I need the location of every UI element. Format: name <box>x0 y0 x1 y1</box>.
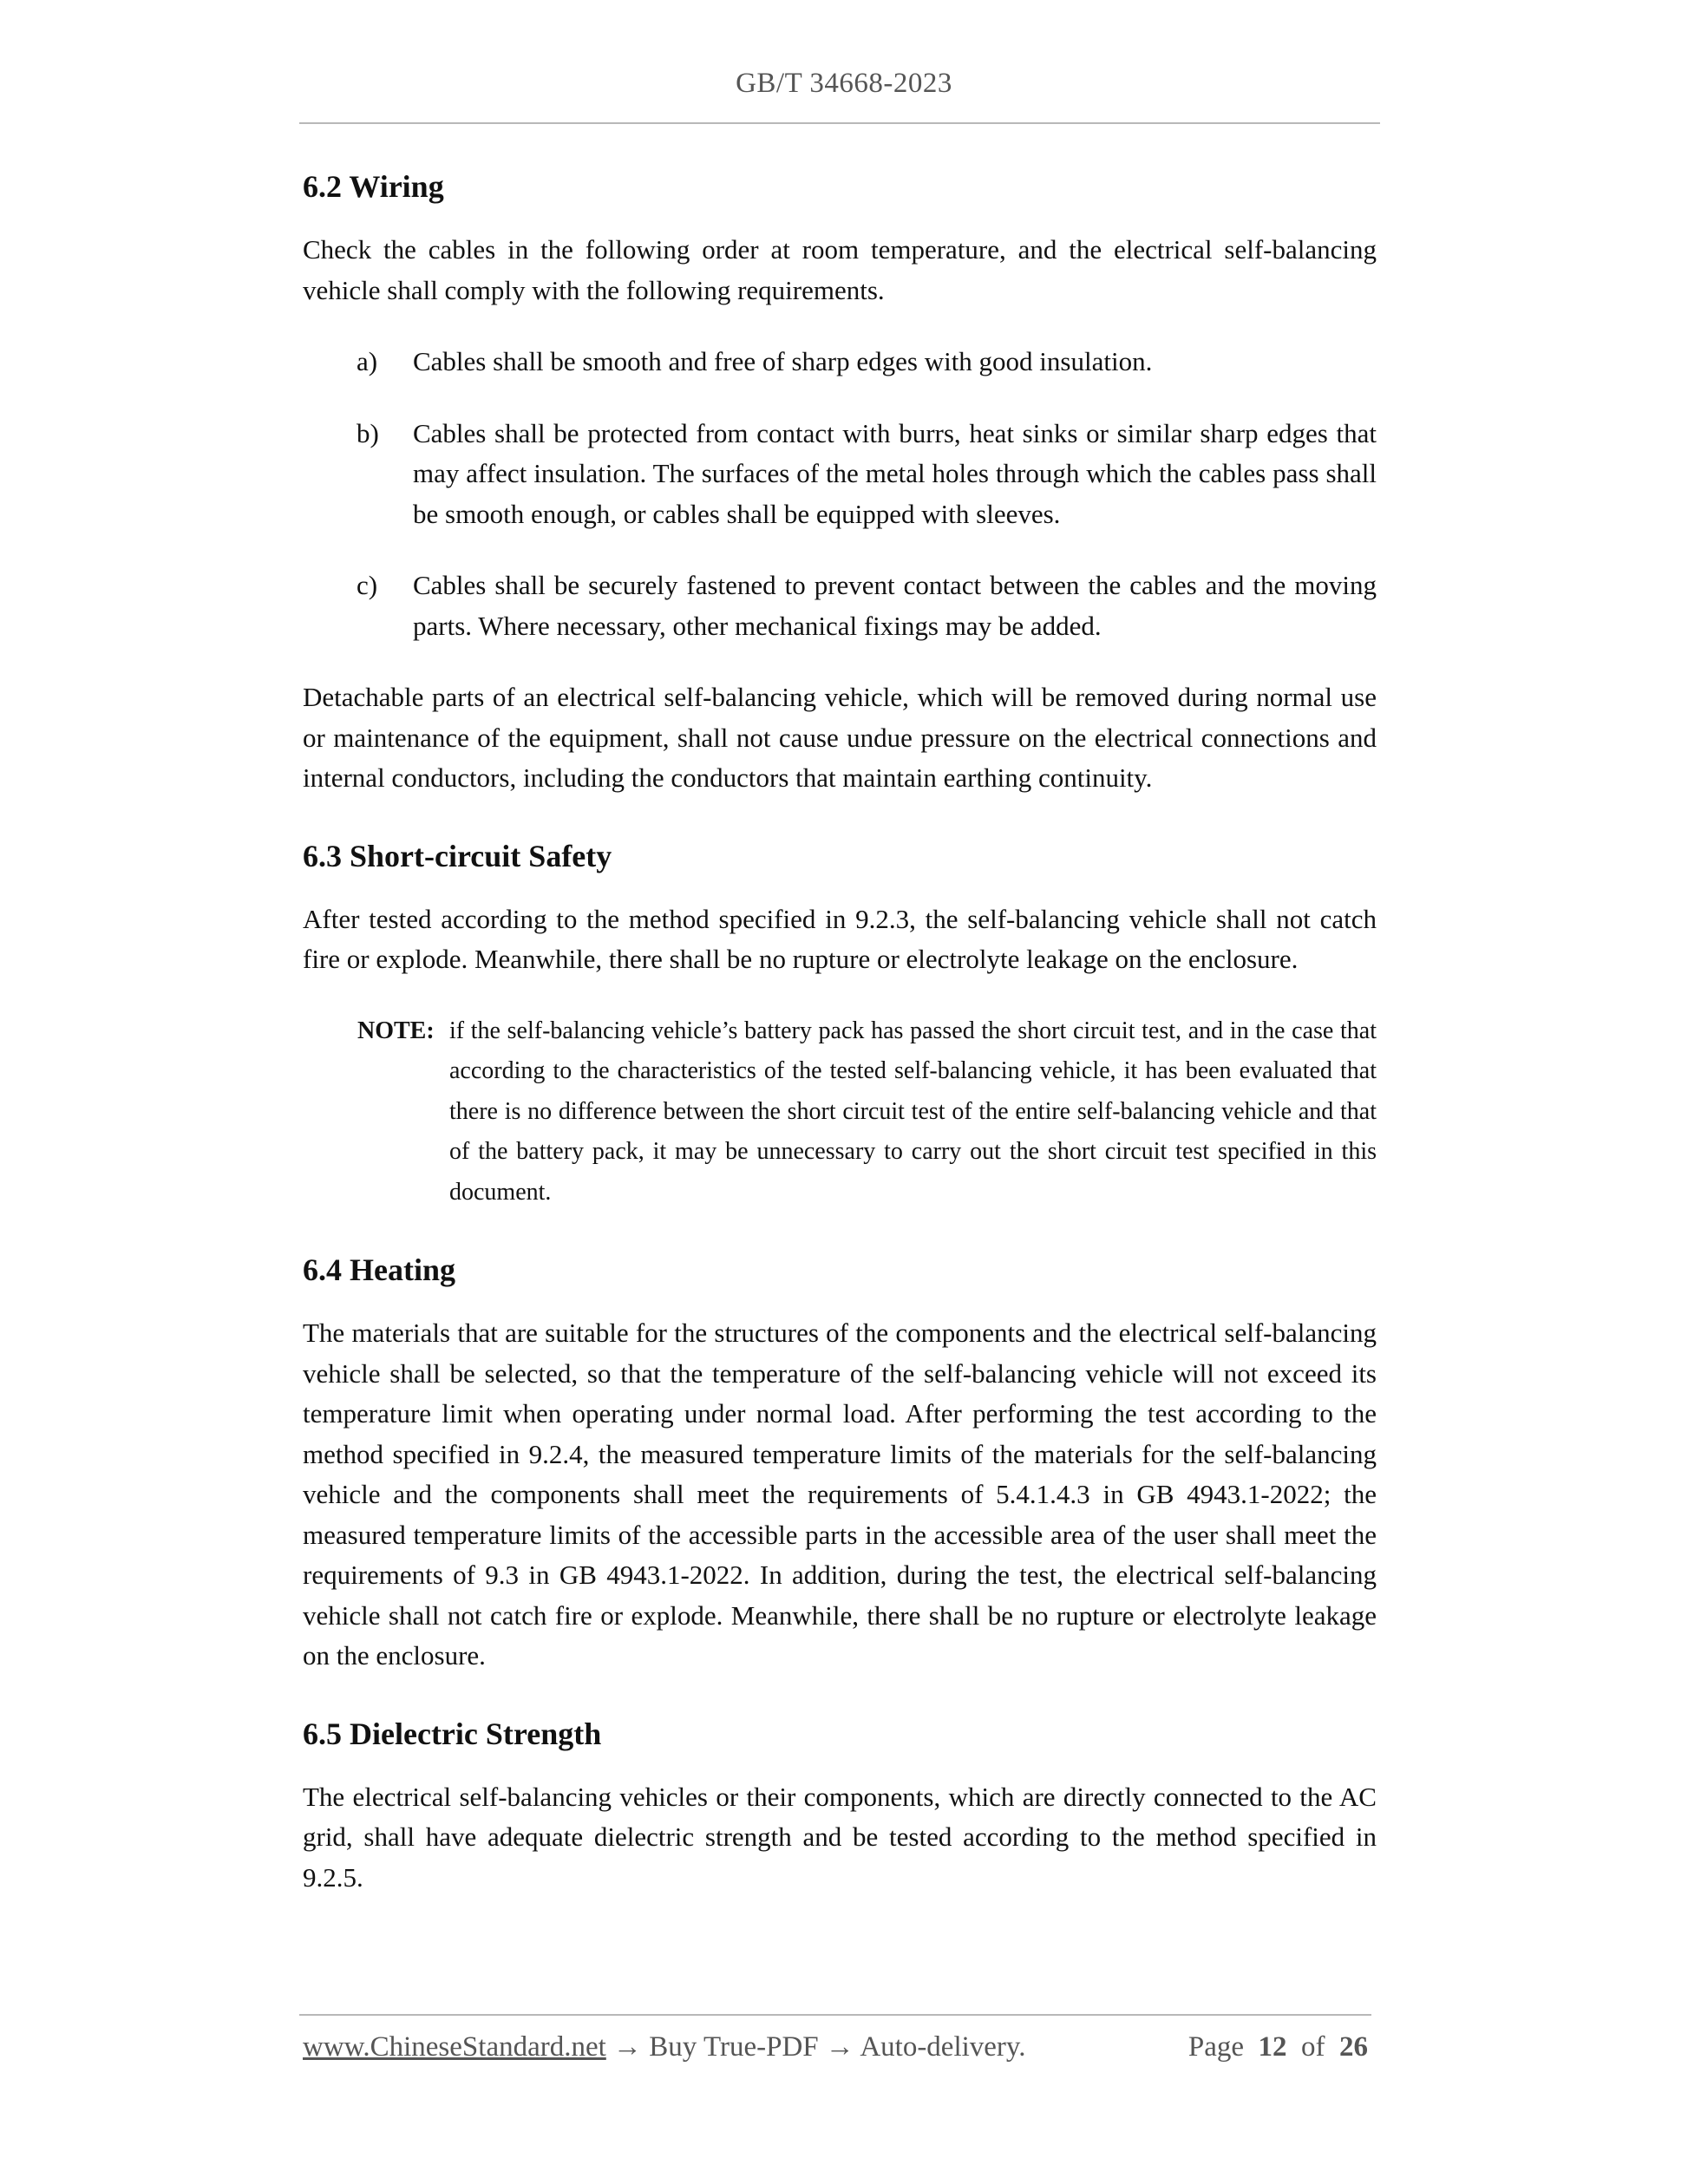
arrow-right-icon: → <box>613 2031 643 2063</box>
header-divider <box>299 122 1380 124</box>
note-block <box>303 1011 1377 1213</box>
list-item <box>303 342 1377 383</box>
list-item-text: Cables shall be securely fastened to prevent contact between the cables and the moving parts. Where necessary, other mechanical fixings may be added. <box>413 570 1377 641</box>
footer-divider <box>299 2014 1371 2016</box>
note-text: if the self-balancing vehicle’s battery pack has passed the short circuit test, and in the case that according to the characteristics of the tested self-balancing vehicle, it has been evaluated that there is no difference between the short circuit test of the entire self-balancing vehicle and that of the battery pack, it may be unnecessary to carry out the short circuit test specified in this document. <box>449 1017 1377 1206</box>
section-6-4-body: The materials that are suitable for the structures of the components and the electrical self-balancing vehicle shall be selected, so that the temperature of the self-balancing vehicle will not exceed its temperature limit when operating under normal load. After performing the test according to the method specified in 9.2.4, the measured temperature limits of the materials for the self-balancing vehicle and the components shall meet the requirements of 5.4.1.4.3 in GB 4943.1-2022; the measured temperature limits of the accessible parts in the accessible area of the user shall meet the requirements of 9.3 in GB 4943.1-2022. In addition, during the test, the electrical self-balancing vehicle shall not catch fire or explode. Meanwhile, there shall be no rupture or electrolyte leakage on the enclosure. <box>303 1318 1377 1671</box>
auto-delivery-text: Auto-delivery. <box>860 2031 1026 2063</box>
footer-promo <box>303 2031 1026 2063</box>
list-marker: b) <box>357 417 379 448</box>
page-word: Page <box>1187 2031 1244 2063</box>
section-6-5-heading: 6.5 Dielectric Strength <box>303 1716 602 1751</box>
note-label: NOTE: <box>357 1017 435 1044</box>
section-6-2-closing: Detachable parts of an electrical self-balancing vehicle, which will be removed during normal use or maintenance of the equipment, shall not cause undue pressure on the electrical connections and internal conductors, including the conductors that maintain earthing continuity. <box>303 682 1377 793</box>
section-6-3-heading: 6.3 Short-circuit Safety <box>303 838 612 873</box>
list-item-text: Cables shall be protected from contact with burrs, heat sinks or similar sharp edges that may affect insulation. The surfaces of the metal holes through which the cables pass shall be smooth enough, or cables shall be equipped with sleeves. <box>413 417 1377 529</box>
arrow-right-icon: → <box>825 2031 854 2063</box>
page-number <box>1188 2031 1368 2063</box>
of-word: of <box>1301 2031 1325 2063</box>
page-content <box>303 160 1377 1898</box>
section-6-2-heading: 6.2 Wiring <box>303 169 444 204</box>
current-page: 12 <box>1258 2031 1287 2063</box>
section-6-4-heading: 6.4 Heating <box>303 1252 455 1287</box>
list-item <box>303 414 1377 535</box>
section-6-3-body: After tested according to the method specified in 9.2.3, the self-balancing vehicle shall not catch fire or explode. Meanwhile, there shall be no rupture or electrolyte leakage on the enclosure. <box>303 903 1377 974</box>
section-6-2-intro: Check the cables in the following order at room temperature, and the electrical self-balancing vehicle shall comply with the following requirements. <box>303 234 1377 305</box>
page-footer <box>303 2031 1368 2075</box>
website-link[interactable]: www.ChineseStandard.net <box>303 2031 606 2063</box>
total-pages: 26 <box>1339 2031 1368 2063</box>
list-item-text: Cables shall be smooth and free of sharp edges with good insulation. <box>413 346 1153 376</box>
section-6-5-body: The electrical self-balancing vehicles or their components, which are directly connected to the AC grid, shall have adequate dielectric strength and be tested according to the method specified in 9.2.5. <box>303 1781 1377 1893</box>
buy-pdf-text: Buy True-PDF <box>649 2031 819 2063</box>
list-item <box>303 566 1377 646</box>
document-id-header: GB/T 34668-2023 <box>736 68 952 99</box>
list-marker: a) <box>357 346 378 376</box>
list-marker: c) <box>357 570 378 600</box>
